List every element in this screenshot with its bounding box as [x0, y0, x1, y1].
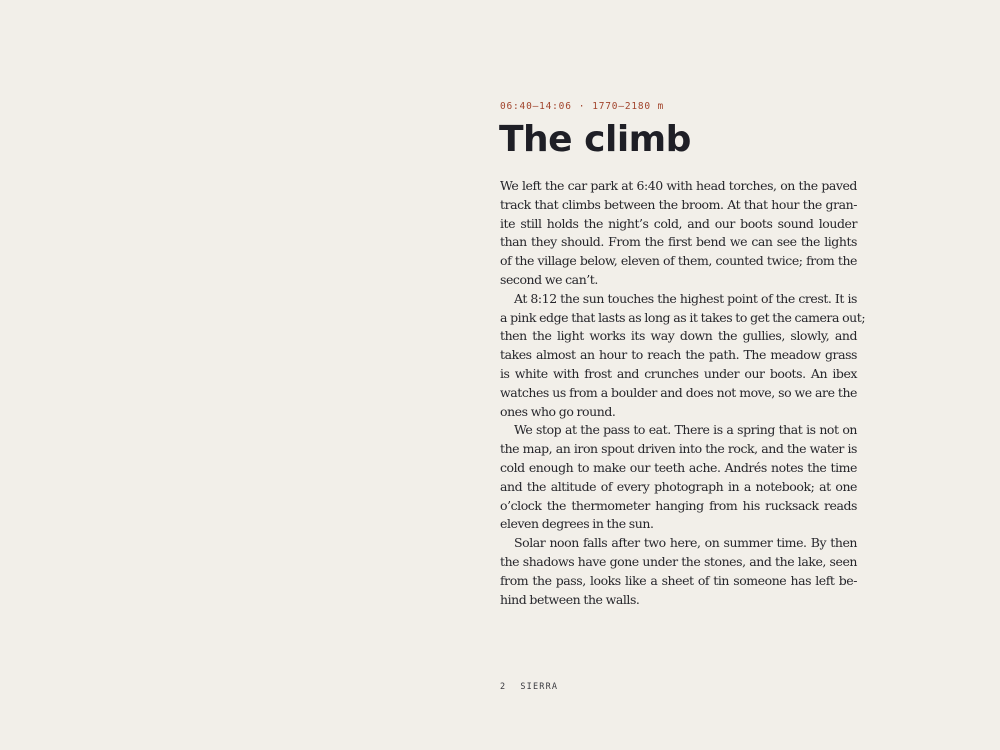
text-line: a pink edge that lasts as long as it takes to get the camera out; [500, 309, 866, 325]
paragraph [500, 421, 857, 534]
text-line: and the altitude of every photograph in a notebook; at one [500, 478, 857, 494]
text-line: is white with frost and crunches under our boots. An ibex [500, 365, 857, 381]
text-line: the shadows have gone under the stones, and the lake, seen [500, 553, 857, 569]
text-line: o’clock the thermometer hanging from his rucksack reads [500, 497, 857, 513]
text-line: watches us from a boulder and does not move, so we are the [500, 384, 857, 400]
text-line: hind between the walls. [500, 591, 640, 607]
altitude-range: 1770–2180 m [592, 101, 664, 112]
page-footer [500, 682, 558, 692]
text-line: second we can’t. [500, 271, 598, 287]
page-number: 2 [500, 682, 507, 692]
text-line: Solar noon falls after two here, on summer time. By then [514, 535, 857, 551]
text-line: takes almost an hour to reach the path. The meadow grass [500, 347, 857, 363]
text-line: ite still holds the night’s cold, and our boots sound louder [500, 215, 857, 231]
chapter-meta [500, 101, 664, 112]
text-line: cold enough to make our teeth ache. Andrés notes the time [500, 459, 857, 475]
text-line: ones who go round. [500, 403, 616, 419]
paragraph [500, 177, 857, 290]
text-line: track that climbs between the broom. At that hour the gran- [500, 196, 857, 212]
text-line: the map, an iron spout driven into the rock, and the water is [500, 441, 857, 457]
text-line: than they should. From the first bend we can see the lights [500, 234, 857, 250]
text-line: We left the car park at 6:40 with head torches, on the paved [500, 178, 857, 193]
meta-separator: · [578, 101, 586, 112]
paragraph [500, 534, 857, 609]
time-range: 06:40–14:06 [500, 101, 572, 112]
text-line: then the light works its way down the gullies, slowly, and [500, 328, 857, 344]
text-line: from the pass, looks like a sheet of tin someone has left be- [500, 572, 857, 588]
chapter-body [500, 177, 866, 609]
chapter-title: The climb [499, 119, 691, 160]
text-line: eleven degrees in the sun. [500, 516, 654, 532]
paragraph [500, 290, 866, 422]
text-line: We stop at the pass to eat. There is a spring that is not on [514, 422, 857, 438]
text-line: At 8:12 the sun touches the highest point of the crest. It is [514, 290, 857, 306]
running-title: SIERRA [520, 682, 559, 692]
text-line: of the village below, eleven of them, counted twice; from the [500, 253, 857, 269]
